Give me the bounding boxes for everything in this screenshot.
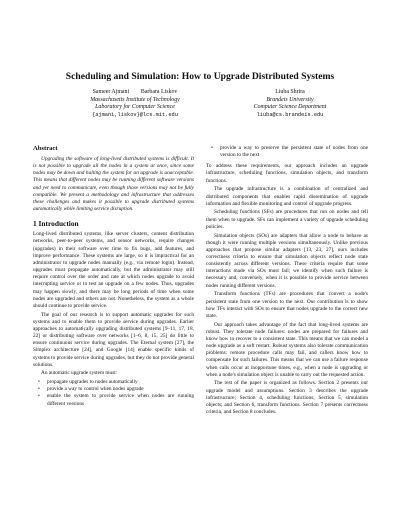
organization-paragraph: The rest of the paper is organized as follows. Section 2 presents our upgrade model and assumptions. Section 3 describes the upgrade infrastructure; Section 4, scheduling functions; Section 5, simulation objects; and Section 6, transform functions. Section 7 presents correctness criteria, and Section 8 concludes. [206,380,368,416]
infrastructure-paragraph: The upgrade infrastructure is a combination of centralized and distributed components that enables rapid dissemination of upgrade information and flexible monitoring and control of upgrade progress. [206,186,368,207]
scheduling-functions-paragraph: Scheduling functions (SFs) are procedures that run on nodes and tell them when to upgrade. SFs can implement a variety of upgrade scheduling policies. [206,209,368,230]
simulation-objects-paragraph: Simulation objects (SOs) are adapters that allow a node to behave as though it were running multiple versions simultaneously. Unlike previous approaches that propose similar adapters [13, 23, 27], ours includes correctness criteria to ensure that simulation objects reflect node state consistently across different versions. These criteria require that some interactions made via SOs must fail; we identify when such failure is necessary and, conversely, when it is possible to provide service between nodes running different versions. [206,232,368,289]
intro-paragraph-3: An automatic upgrade system must: [41,370,118,377]
abstract-heading: Abstract [33,145,58,152]
author-names-left: Sameer Ajmani Barbara Liskov [92,89,178,95]
affiliation-mit: Massachusetts Institute of Technology [90,96,180,103]
abstract-text: Upgrading the software of long-lived distributed systems is difficult. It is not possible to upgrade all the nodes in a system at once, since some nodes may be down and halting the system for an upgrade is unacceptable. This means that different nodes may be running different software versions and yet need to communicate, even though those versions may not be fully compatible. We present a methodology and infrastructure that addresses these challenges and makes it possible to upgrade distributed systems automatically while limiting service disruption. [33,156,194,213]
author-email-right: liuba@cs.brandeis.edu [256,111,324,118]
left-column [33,145,194,409]
robustness-paragraph: Our approach takes advantage of the fact that long-lived systems are robust. They tolerate node failures: nodes are prepared for failures and know how to recover to a consistent state. This means that we can model a node upgrade as a soft restart. Robust systems also tolerate communication problems: remote procedure calls may fail, and callers know how to compensate for such failures. This means that we can use a failure response when calls occur at inopportune times, e.g., when a node is upgrading or when a node's simulation object is unable to carry out the requested action. [206,321,368,378]
list-item: • enable the system to provide service when nodes are running different versions [38,393,194,407]
affiliation-brandeis: Brandeis University [266,96,314,103]
author-block-left [60,89,210,119]
section-heading-introduction: 1 Introduction [33,219,79,229]
right-column [206,145,368,418]
intro-paragraph-1: Long-lived distributed systems, like server clusters, content distribution networks, peer-to-peer systems, and sensor networks, require changes (upgrades) in their software over time to fix bugs, add features, and improve performance. These systems are large, so it is impractical for an administrator to upgrade nodes manually (e.g., via remote login). Instead, upgrades must propagate automatically, but the administrator may still require control over the order and rate at which nodes upgrade to avoid interrupting service or to test an upgrade on a few nodes. Thus, upgrades may happen slowly, and there may be long periods of time when some nodes are upgraded and others are not. Nonetheless, the system as a whole should continue to provide service. [33,231,194,309]
requirements-list-right [206,145,368,159]
author-name-right: Liuba Shrira [275,89,305,95]
transform-functions-paragraph: Transform functions (TFs) are procedures that convert a node's persistent state from one version to the next. Our contribution is to show how TFs interact with SOs to ensure that nodes upgrade to the correct new state. [206,291,368,319]
affiliation-lcs: Laboratory for Computer Science [95,104,175,111]
paper-title: Scheduling and Simulation: How to Upgrade Distributed Systems [65,71,335,82]
list-item: • propagate upgrades to nodes automatically [38,379,138,386]
approach-paragraph: To address these requirements, our approach includes an upgrade infrastructure, scheduling functions, simulation objects, and transform functions. [206,163,368,184]
list-item: • provide a way to control when nodes upgrade [38,386,144,393]
author-block-right [225,89,355,119]
requirements-list-left [33,379,194,408]
intro-paragraph-2: The goal of our research is to support automatic upgrades for such systems and to enable them to provide service during upgrades. Earlier approaches to automatically upgrading distributed systems [9–11, 17, 18, 22] or distributing software over networks [1–6, 8, 15, 25] do little to ensure continuous service during upgrades. The Eternal system [27], the Simplex architecture [24], and Google [14] enable specific kinds of systems to provide service during upgrades, but they do not provide general solutions. [33,311,194,368]
list-item: • provide a way to preserve the persistent state of nodes from one version to the next [211,145,368,159]
author-email-left: {ajmani,liskov}@lcs.mit.edu [92,111,178,118]
affiliation-cs-dept: Computer Science Department [253,104,327,111]
